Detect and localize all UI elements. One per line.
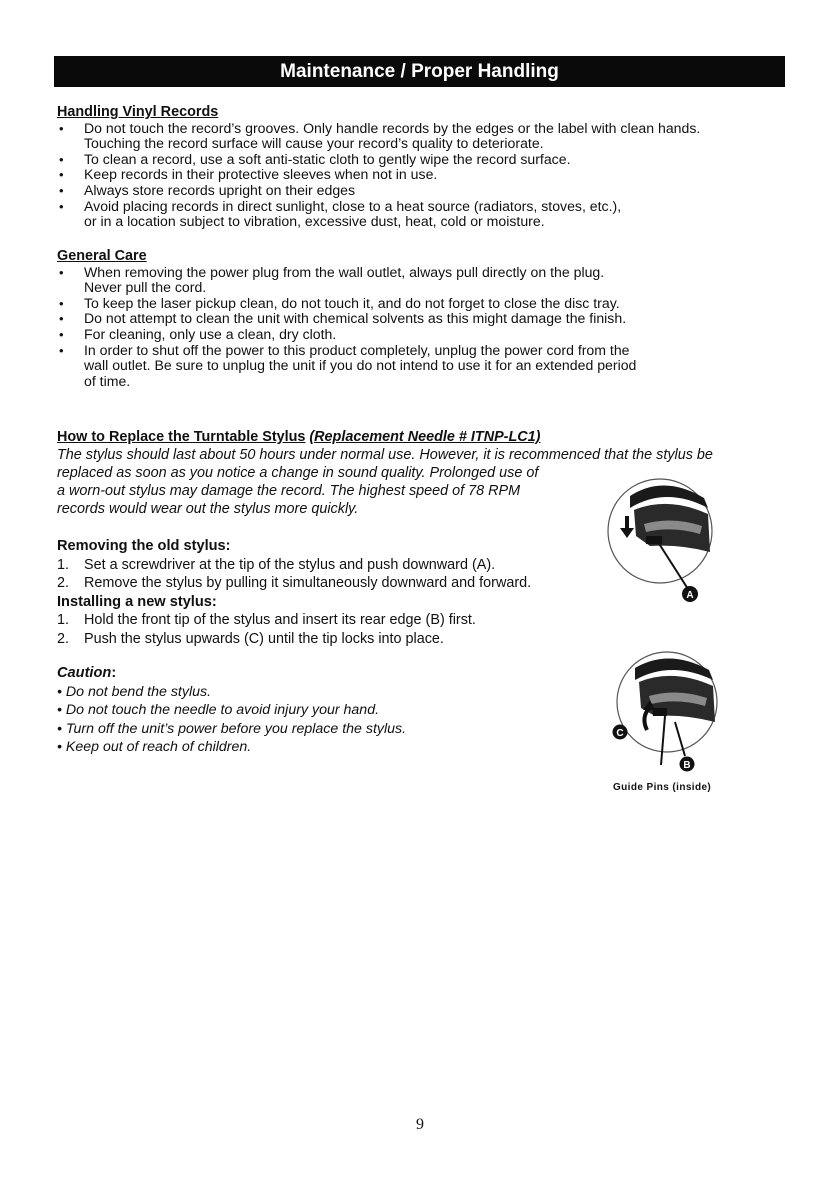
bullet-line: wall outlet. Be sure to unplug the unit if you do not intend to use it for an extended period bbox=[84, 357, 637, 374]
removing-heading: Removing the old stylus: bbox=[57, 538, 231, 554]
stylus-tip-shape bbox=[653, 708, 667, 716]
label-c: C bbox=[616, 728, 624, 739]
bullet-item bbox=[57, 167, 797, 183]
caution-item: • Do not touch the needle to avoid injury your hand. bbox=[57, 702, 380, 718]
bullet-line: Never pull the cord. bbox=[84, 279, 207, 296]
bullet-line: • Do not touch the record’s grooves. Only handle records by the edges or the label with clean hands. bbox=[84, 119, 701, 136]
step-number: 2. bbox=[57, 630, 70, 647]
care-section bbox=[57, 249, 797, 389]
bullet-item bbox=[57, 199, 797, 230]
installing-heading: Installing a new stylus: bbox=[57, 593, 217, 610]
care-heading: General Care bbox=[57, 248, 147, 264]
bullet-line: of time. bbox=[84, 372, 131, 389]
removing-step bbox=[57, 574, 617, 593]
page-number: 9 bbox=[416, 1116, 424, 1133]
step-number: 1. bbox=[57, 556, 70, 573]
caution-section bbox=[57, 664, 577, 757]
steps-section bbox=[57, 537, 617, 648]
bullet-line: • Do not attempt to clean the unit with chemical solvents as this might damage the finish. bbox=[84, 310, 627, 327]
bullet-item bbox=[57, 327, 797, 343]
stylus-heading-note: (Replacement Needle # ITNP-LC1) bbox=[309, 429, 541, 445]
bullet-item bbox=[57, 152, 797, 168]
handling-list bbox=[57, 121, 797, 230]
step-text: Push the stylus upwards (C) until the tip locks into place. bbox=[84, 630, 444, 647]
bullet-line: • For cleaning, only use a clean, dry cloth. bbox=[84, 325, 337, 342]
bullet-line: • Always store records upright on their edges bbox=[84, 181, 356, 198]
stylus-intro-line: a worn-out stylus may damage the record. The highest speed of 78 RPM bbox=[57, 482, 521, 499]
bullet-line: • Avoid placing records in direct sunlight, close to a heat source (radiators, stoves, etc.), bbox=[84, 197, 622, 214]
removing-step bbox=[57, 556, 617, 575]
label-a: A bbox=[686, 590, 694, 601]
bullet-line: • In order to shut off the power to this product completely, unplug the power cord from the bbox=[84, 341, 630, 358]
bullet-item bbox=[57, 296, 797, 312]
bullet-item bbox=[57, 183, 797, 199]
care-list bbox=[57, 265, 797, 390]
caution-item: • Keep out of reach of children. bbox=[57, 739, 252, 755]
caution-heading: Caution bbox=[57, 665, 112, 681]
caution-heading-row bbox=[57, 664, 577, 683]
installing-step bbox=[57, 630, 617, 649]
bullet-line: Touching the record surface will cause your record’s quality to deteriorate. bbox=[84, 135, 544, 152]
handling-heading: Handling Vinyl Records bbox=[57, 104, 219, 120]
bullet-item bbox=[57, 311, 797, 327]
stylus-install-figure bbox=[605, 650, 730, 775]
stylus-heading-row bbox=[57, 429, 797, 446]
bullet-item bbox=[57, 121, 797, 152]
caution-item: • Turn off the unit’s power before you replace the stylus. bbox=[57, 720, 407, 737]
step-number: 2. bbox=[57, 575, 70, 591]
step-text: Hold the front tip of the stylus and insert its rear edge (B) first. bbox=[84, 612, 476, 628]
step-number: 1. bbox=[57, 612, 70, 628]
step-text: Remove the stylus by pulling it simultaneously downward and forward. bbox=[84, 575, 532, 591]
bullet-line: • To keep the laser pickup clean, do not touch it, and do not forget to close the disc tray. bbox=[84, 294, 620, 311]
bullet-line: • When removing the power plug from the wall outlet, always pull directly on the plug. bbox=[84, 263, 605, 280]
figure-caption: Guide Pins (inside) bbox=[613, 782, 712, 793]
page-title: Maintenance / Proper Handling bbox=[280, 60, 559, 82]
handling-section bbox=[57, 105, 797, 230]
bullet-line: • To clean a record, use a soft anti-static cloth to gently wipe the record surface. bbox=[84, 150, 571, 167]
bullet-item bbox=[57, 343, 797, 390]
label-b: B bbox=[683, 760, 691, 771]
step-text: Set a screwdriver at the tip of the stylus and push downward (A). bbox=[84, 556, 496, 573]
caution-colon: : bbox=[111, 665, 117, 681]
installing-step bbox=[57, 611, 617, 630]
stylus-intro-line: replaced as soon as you notice a change in sound quality. Prolonged use of bbox=[57, 464, 539, 481]
stylus-heading: How to Replace the Turntable Stylus bbox=[57, 429, 306, 445]
stylus-removal-figure bbox=[600, 474, 725, 604]
caution-item: • Do not bend the stylus. bbox=[57, 683, 212, 700]
bullet-line: or in a location subject to vibration, excessive dust, heat, cold or moisture. bbox=[84, 213, 545, 230]
stylus-intro-line: The stylus should last about 50 hours under normal use. However, it is recommenced that the stylus be bbox=[57, 446, 713, 463]
page-title-banner bbox=[54, 56, 785, 87]
stylus-intro-line: records would wear out the stylus more quickly. bbox=[57, 500, 359, 517]
bullet-item bbox=[57, 265, 797, 296]
bullet-line: • Keep records in their protective sleeves when not in use. bbox=[84, 166, 438, 183]
